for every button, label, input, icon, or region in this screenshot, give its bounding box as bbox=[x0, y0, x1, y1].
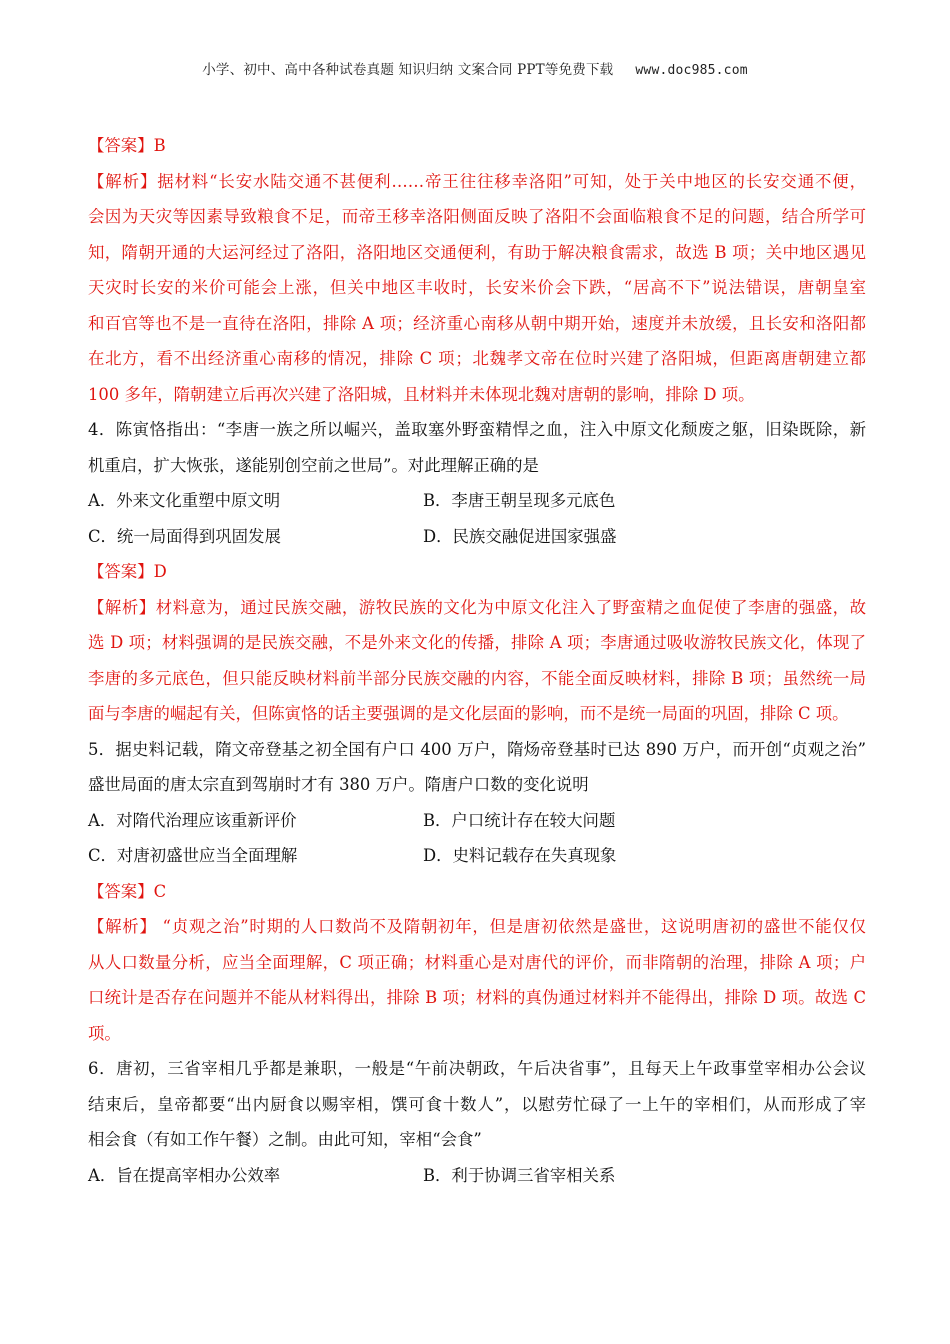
answer-line bbox=[88, 874, 866, 910]
analysis-line: 面与李唐的崛起有关，但陈寅恪的话主要强调的是文化层面的影响，而不是统一局面的巩固，排除 C 项。 bbox=[88, 704, 849, 723]
document-body bbox=[88, 128, 866, 1193]
question-stem: 5．据史料记载，隋文帝登基之初全国有户口 400 万户，隋炀帝登基时已达 890 万户，而开创“贞观之治” bbox=[88, 739, 866, 759]
analysis-line: 在北方，看不出经济重心南移的情况，排除 C 项；北魏孝文帝在位时兴建了洛阳城，但距离唐朝建立都 bbox=[88, 349, 866, 368]
answer-tag: 【答案】 bbox=[88, 881, 154, 901]
option-b: B．户口统计存在较大问题 bbox=[423, 810, 616, 830]
option-b: B．利于协调三省宰相关系 bbox=[423, 1165, 616, 1185]
analysis-line: 选 D 项；材料强调的是民族交融，不是外来文化的传播，排除 A 项；李唐通过吸收游牧民族文化，体现了 bbox=[88, 633, 866, 652]
header-site-link[interactable]: www.doc985.com bbox=[635, 63, 748, 78]
analysis-tag: 【解析】 bbox=[88, 917, 157, 936]
option-d: D．史料记载存在失真现象 bbox=[423, 846, 617, 865]
answer-line bbox=[88, 554, 866, 590]
option-row bbox=[88, 803, 866, 839]
analysis-line: 天灾时长安的米价可能会上涨，但关中地区丰收时，长安米价会下跌，“居高不下”说法错误，唐朝皇室 bbox=[88, 278, 866, 297]
answer-line bbox=[88, 128, 866, 164]
analysis-line: 口统计是否存在问题并不能从材料得出，排除 B 项；材料的真伪通过材料并不能得出，排除 D 项。故选 C bbox=[88, 988, 866, 1007]
analysis-line: 会因为天灾等因素导致粮食不足，而帝王移幸洛阳侧面反映了洛阳不会面临粮食不足的问题，结合所学可 bbox=[88, 207, 866, 226]
question-stem: 盛世局面的唐太宗直到驾崩时才有 380 万户。隋唐户口数的变化说明 bbox=[88, 775, 589, 794]
option-row bbox=[88, 519, 866, 555]
analysis-line: 李唐的多元底色，但只能反映材料前半部分民族交融的内容，不能全面反映材料，排除 B 项；虽然统一局 bbox=[88, 668, 866, 688]
option-row bbox=[88, 483, 866, 519]
option-a: A．旨在提高宰相办公效率 bbox=[88, 1165, 281, 1185]
answer-value: D bbox=[153, 562, 167, 581]
analysis-line: 【解析】 “贞观之治”时期的人口数尚不及隋朝初年，但是唐初依然是盛世，这说明唐初的盛世不能仅仅 bbox=[88, 917, 866, 936]
analysis-line: 知，隋朝开通的大运河经过了洛阳，洛阳地区交通便利，有助于解决粮食需求，故选 B 项；关中地区遇见 bbox=[88, 242, 866, 262]
analysis-line: 从人口数量分析，应当全面理解，C 项正确；材料重心是对唐代的评价，而非隋朝的治理，排除 A 项；户 bbox=[88, 952, 866, 972]
option-b: B．李唐王朝呈现多元底色 bbox=[423, 491, 616, 510]
option-c: C．统一局面得到巩固发展 bbox=[88, 526, 281, 546]
analysis-line: 【解析】材料意为，通过民族交融，游牧民族的文化为中原文化注入了野蛮精之血促使了李唐的强盛，故 bbox=[88, 597, 866, 617]
analysis-line: 项。 bbox=[88, 1023, 121, 1043]
option-c: C．对唐初盛世应当全面理解 bbox=[88, 846, 298, 865]
option-row bbox=[88, 1158, 866, 1194]
analysis-tag: 【解析】 bbox=[88, 597, 156, 617]
analysis-line: 和百官等也不是一直待在洛阳，排除 A 项；经济重心南移从朝中期开始，速度并未放缓，且长安和洛阳都 bbox=[88, 313, 866, 333]
header-text: 小学、初中、高中各种试卷真题 知识归纳 文案合同 PPT等免费下载 bbox=[202, 62, 614, 78]
question-stem: 结束后，皇帝都要“出内厨食以赐宰相，馔可食十数人”，以慰劳忙碌了一上午的宰相们，从而形成了宰 bbox=[88, 1094, 866, 1114]
question-stem: 6．唐初，三省宰相几乎都是兼职，一般是“午前决朝政，午后决省事”，且每天上午政事堂宰相办公会议 bbox=[88, 1059, 866, 1078]
analysis-line: 【解析】据材料“长安水陆交通不甚便利……帝王往往移幸洛阳”可知，处于关中地区的长安交通不便， bbox=[88, 171, 866, 191]
analysis-tag: 【解析】 bbox=[88, 171, 158, 191]
question-stem: 相会食（有如工作午餐）之制。由此可知，宰相“会食” bbox=[88, 1130, 482, 1149]
answer-tag: 【答案】 bbox=[88, 562, 154, 581]
option-a: A．对隋代治理应该重新评价 bbox=[88, 810, 297, 830]
analysis-line: 100 多年，隋朝建立后再次兴建了洛阳城，且材料并未体现北魏对唐朝的影响，排除 D 项。 bbox=[88, 384, 755, 404]
page-header bbox=[0, 58, 950, 78]
answer-value: C bbox=[153, 881, 167, 901]
question-stem: 机重启，扩大恢张，遂能别创空前之世局”。对此理解正确的是 bbox=[88, 455, 539, 475]
option-row bbox=[88, 838, 866, 874]
option-a: A．外来文化重塑中原文明 bbox=[88, 491, 281, 510]
option-d: D．民族交融促进国家强盛 bbox=[423, 526, 617, 546]
question-stem: 4．陈寅恪指出：“李唐一族之所以崛兴，盖取塞外野蛮精悍之血，注入中原文化颓废之躯，旧染既除，新 bbox=[88, 420, 866, 439]
answer-tag: 【答案】 bbox=[88, 136, 154, 155]
answer-value: B bbox=[153, 136, 166, 155]
